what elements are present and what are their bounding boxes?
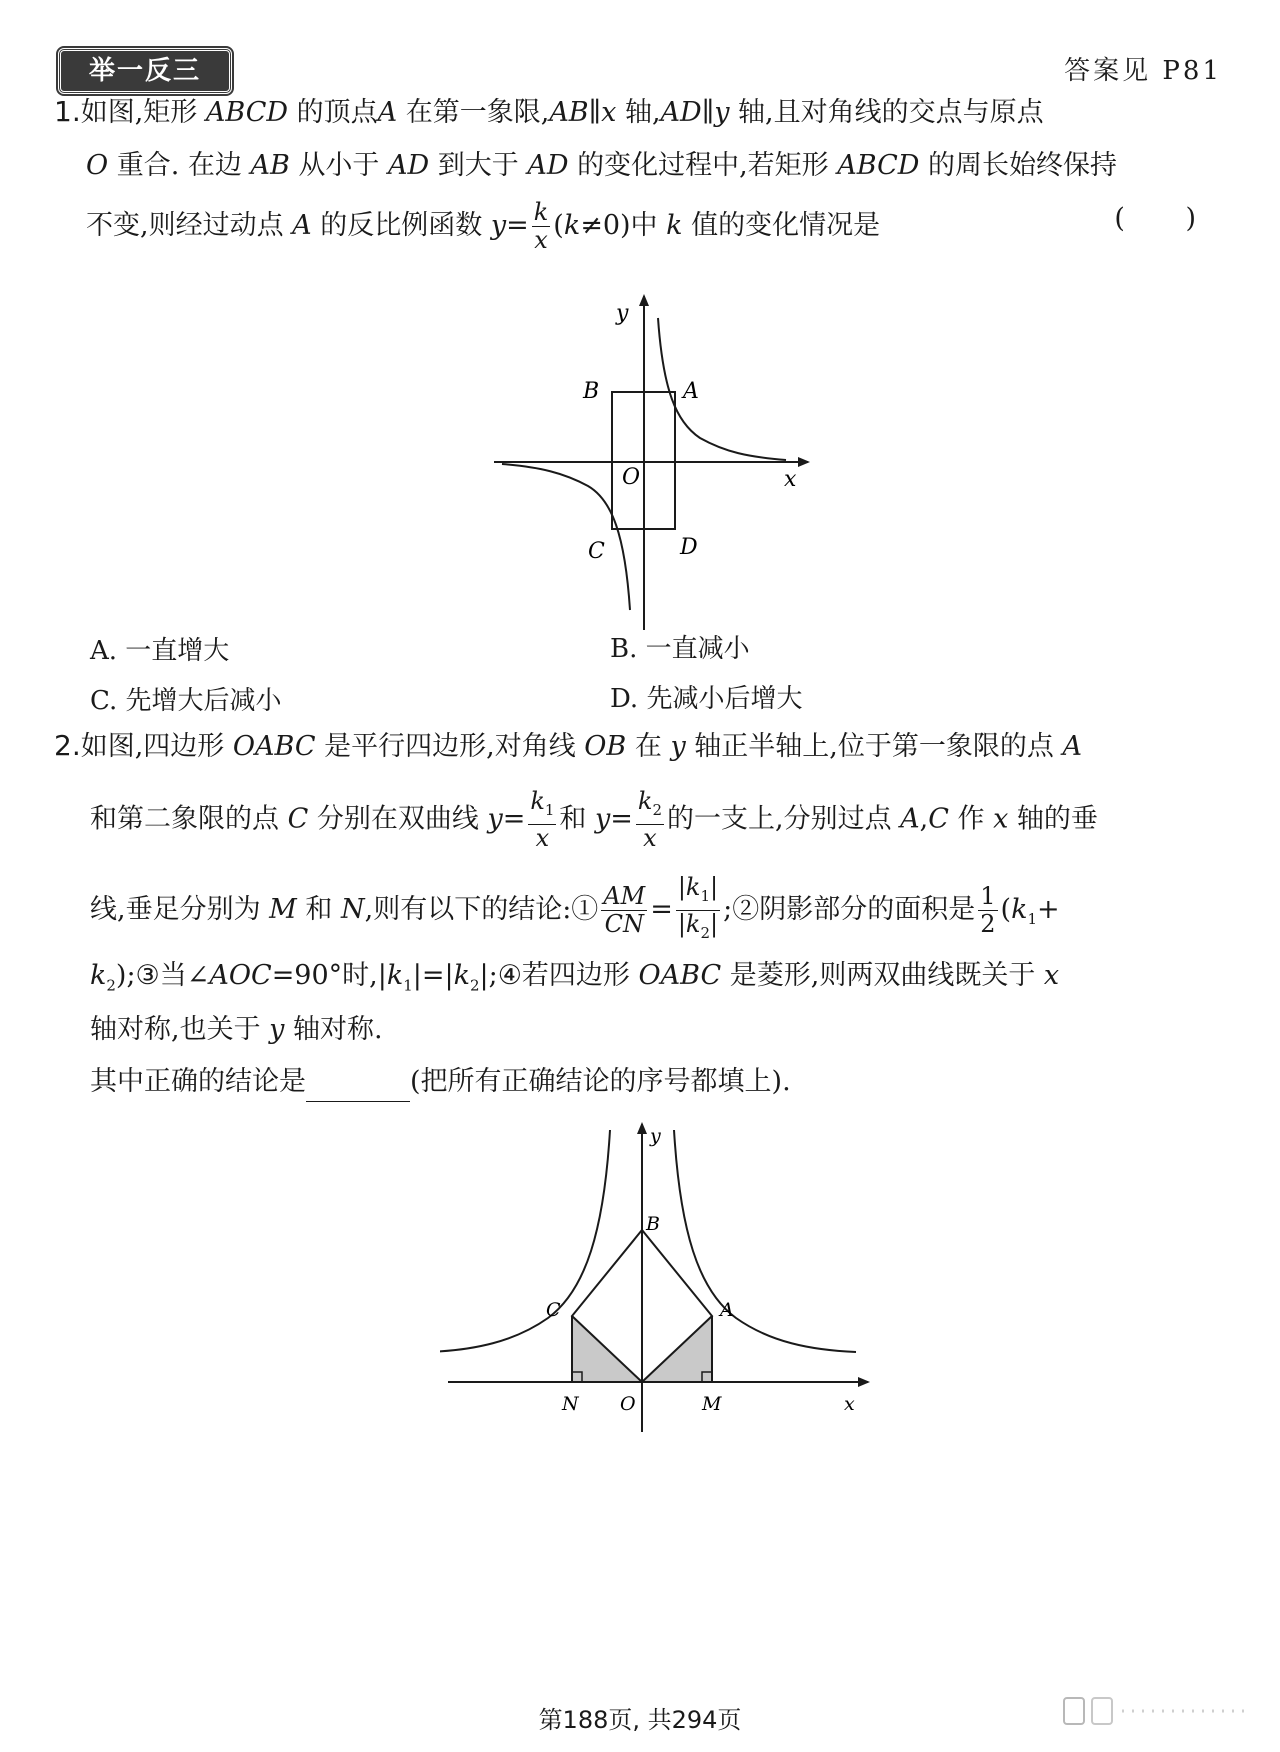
q2-text: 如图,四边形: [80, 731, 233, 762]
q2-text: 轴的垂: [1008, 803, 1098, 835]
q1-text: x: [601, 97, 617, 128]
q2-text: 其中正确的结论是: [90, 1066, 306, 1097]
label-o: O: [622, 465, 641, 490]
fraction-numerator: [636, 788, 664, 825]
q2-text: 2: [700, 923, 711, 942]
fraction-numerator: k: [533, 198, 549, 226]
q2-text: |k: [677, 909, 701, 938]
q2-fraction-k2: [636, 788, 664, 852]
q1-line-2: [86, 146, 1117, 186]
q1-text: 的顶点: [288, 97, 378, 128]
label-b: B: [583, 379, 600, 404]
label-x: x: [784, 467, 797, 492]
label-o: O: [620, 1393, 636, 1415]
q1-text: AB: [250, 150, 290, 181]
hyperbola-k2: [440, 1130, 610, 1352]
q2-text: k: [1011, 893, 1028, 925]
q2-fraction-abs-k: [676, 874, 720, 947]
q2-text: );③当∠: [115, 960, 210, 991]
q1-text: 中: [630, 210, 667, 241]
fraction-numerator: [676, 874, 720, 911]
fraction-numerator: [528, 788, 556, 825]
label-y: y: [650, 1125, 661, 1147]
q1-text: 到大于: [429, 150, 528, 181]
q1-text: 重合. 在边: [108, 150, 251, 181]
q1-figure: [480, 290, 820, 635]
q2-figure: [440, 1120, 880, 1440]
q1-text: k: [563, 210, 581, 241]
q2-text: ,: [919, 803, 929, 835]
q2-fraction-half: [978, 883, 997, 938]
fraction-denominator: [676, 911, 720, 947]
q1-text: AD: [527, 150, 569, 181]
section-tag: 举一反三: [58, 48, 232, 94]
q2-text: |: [710, 873, 719, 901]
q2-fraction-k1: [528, 788, 556, 852]
q2-text: 在: [626, 731, 671, 762]
hyperbola-branch-1: [658, 318, 786, 460]
q2-text: 轴对称.: [284, 1014, 383, 1045]
q1-text: 在第一象限,: [397, 97, 550, 128]
q2-text: A: [900, 803, 920, 835]
q2-text: x: [1043, 960, 1060, 991]
hyperbola-branch-3: [502, 464, 630, 610]
q1-text: 不变,则经过动点: [86, 210, 293, 241]
answer-paren: ( ): [1114, 203, 1222, 234]
q1-line-1: [54, 92, 1044, 133]
q2-text: |;④若四边形: [479, 960, 639, 991]
q2-text: 是菱形,则两双曲线既关于: [721, 960, 1044, 991]
q2-text: 是平行四边形,对角线: [315, 731, 585, 762]
q1-text: (: [553, 210, 564, 241]
q1-text: AB: [549, 97, 589, 128]
label-x: x: [844, 1393, 855, 1415]
q2-fraction-am-cn: [601, 883, 647, 938]
q1-text: 从小于: [289, 150, 388, 181]
label-y: y: [616, 301, 629, 326]
q2-text: OABC: [232, 731, 316, 762]
q2-text: OB: [584, 731, 627, 762]
label-a: A: [683, 379, 699, 404]
q2-line-6: [90, 1062, 791, 1102]
hyperbola-k1: [674, 1130, 856, 1352]
q2-text: M: [269, 893, 297, 925]
q1-line-3: [86, 198, 880, 254]
q2-text: =: [610, 803, 633, 835]
fraction-denominator: CN: [604, 909, 644, 938]
fraction-denominator: 2: [980, 909, 996, 938]
label-a: A: [720, 1299, 734, 1321]
q2-line-2: [90, 788, 1098, 852]
q1-fraction: [532, 199, 551, 254]
q2-text: N: [341, 893, 365, 925]
q2-text: 的一支上,分别过点: [667, 803, 901, 835]
q1-text: 的周长始终保持: [919, 150, 1117, 181]
q1-text: 轴,且对角线的交点与原点: [729, 97, 1044, 128]
q2-text: |: [710, 909, 719, 938]
fraction-denominator: x: [534, 226, 548, 254]
q2-text: |k: [677, 873, 701, 901]
q2-text: 2: [469, 976, 480, 995]
q2-text: 和: [559, 803, 596, 835]
thumb-shape: [1092, 1698, 1112, 1724]
q2-text: 轴对称,也关于: [90, 1014, 270, 1045]
q1-text: 如图,矩形: [80, 97, 206, 128]
page-indicator: 第188页, 共294页: [538, 1706, 742, 1734]
q2-text: y: [670, 731, 686, 762]
q2-text: =90°时,|: [271, 960, 387, 991]
q1-text: 的变化过程中,若矩形: [568, 150, 838, 181]
q2-text: k: [530, 787, 545, 815]
q1-text: A: [377, 97, 398, 128]
q2-text: k: [90, 960, 107, 991]
q1-text: ABCD: [205, 97, 289, 128]
option-c[interactable]: C. 先增大后减小: [90, 686, 282, 716]
q2-text: k: [453, 960, 470, 991]
q1-text: y: [490, 210, 507, 241]
q2-text: y: [269, 1014, 285, 1045]
q2-number: 2.: [54, 729, 81, 762]
q2-line-5: [90, 1010, 383, 1050]
q2-text: y: [487, 803, 503, 835]
scrollbar-thumbs-icon: [1062, 1694, 1252, 1730]
q1-text: ∥: [701, 97, 715, 128]
q2-text: (: [1000, 893, 1012, 925]
label-n: N: [562, 1393, 579, 1415]
label-c: C: [588, 539, 605, 564]
q2-text: C: [287, 803, 309, 835]
fraction-numerator: 1: [980, 881, 996, 910]
q2-text: (把所有正确结论的序号都填上).: [410, 1066, 791, 1097]
q2-text: k: [637, 787, 653, 815]
q2-text: =: [502, 803, 526, 835]
q2-text: ;②阴影部分的面积是: [723, 893, 976, 925]
q1-number: 1.: [54, 95, 81, 128]
q1-text: =: [506, 210, 529, 241]
q2-text: AOC: [209, 960, 272, 991]
answer-reference: 答案见 P81: [1064, 56, 1222, 86]
q2-text: x: [993, 803, 1009, 835]
label-m: M: [702, 1393, 722, 1415]
fraction-denominator: x: [643, 823, 657, 852]
q1-text: O: [86, 150, 109, 181]
option-a[interactable]: A. 一直增大: [90, 636, 230, 666]
q2-text: 1: [544, 800, 555, 819]
q2-text: =: [650, 893, 673, 925]
q1-text: A: [292, 210, 312, 241]
q2-text: |=|: [412, 960, 454, 991]
q1-text: 的反比例函数: [311, 210, 491, 241]
q2-text: 和: [296, 893, 341, 925]
fraction-denominator: x: [535, 823, 550, 852]
q2-text: A: [1062, 731, 1082, 762]
q1-text: ≠0): [580, 210, 631, 241]
label-b: B: [646, 1213, 660, 1235]
q2-text: OABC: [638, 960, 722, 991]
q1-text: ABCD: [837, 150, 920, 181]
q2-text: 1: [403, 976, 413, 995]
fraction-numerator: AM: [603, 881, 646, 910]
q1-text: AD: [660, 97, 702, 128]
q2-text: 和第二象限的点: [90, 803, 288, 835]
q1-text: y: [714, 97, 730, 128]
label-c: C: [546, 1299, 561, 1321]
label-d: D: [680, 535, 698, 560]
q2-text: 线,垂足分别为: [90, 893, 270, 925]
q2-text: y: [595, 803, 611, 835]
q1-text: ∥: [588, 97, 602, 128]
q2-text: 2: [652, 800, 662, 819]
q1-text: 轴,: [616, 97, 661, 128]
q2-line-1: [54, 726, 1082, 767]
thumb-shape: [1064, 1698, 1084, 1724]
q2-line-3: [90, 874, 1060, 952]
option-b[interactable]: B. 一直减小: [610, 634, 750, 664]
q2-text: 2: [106, 976, 116, 995]
q2-text: ,则有以下的结论:①: [364, 893, 599, 925]
q2-text: C: [928, 803, 949, 835]
q2-text: 1: [700, 886, 711, 905]
option-d[interactable]: D. 先减小后增大: [610, 684, 803, 714]
q2-line-4: [90, 956, 1059, 1005]
q1-text: AD: [388, 150, 430, 181]
q1-text: 值的变化情况是: [682, 210, 881, 241]
answer-blank[interactable]: [306, 1071, 410, 1102]
q2-text: +: [1036, 893, 1060, 925]
q2-text: 分别在双曲线: [308, 803, 488, 835]
q2-text: 作: [948, 803, 994, 835]
q2-text: 1: [1027, 910, 1037, 929]
q2-text: k: [386, 960, 404, 991]
q2-text: 轴正半轴上,位于第一象限的点: [685, 731, 1063, 762]
q1-text: k: [666, 210, 683, 241]
